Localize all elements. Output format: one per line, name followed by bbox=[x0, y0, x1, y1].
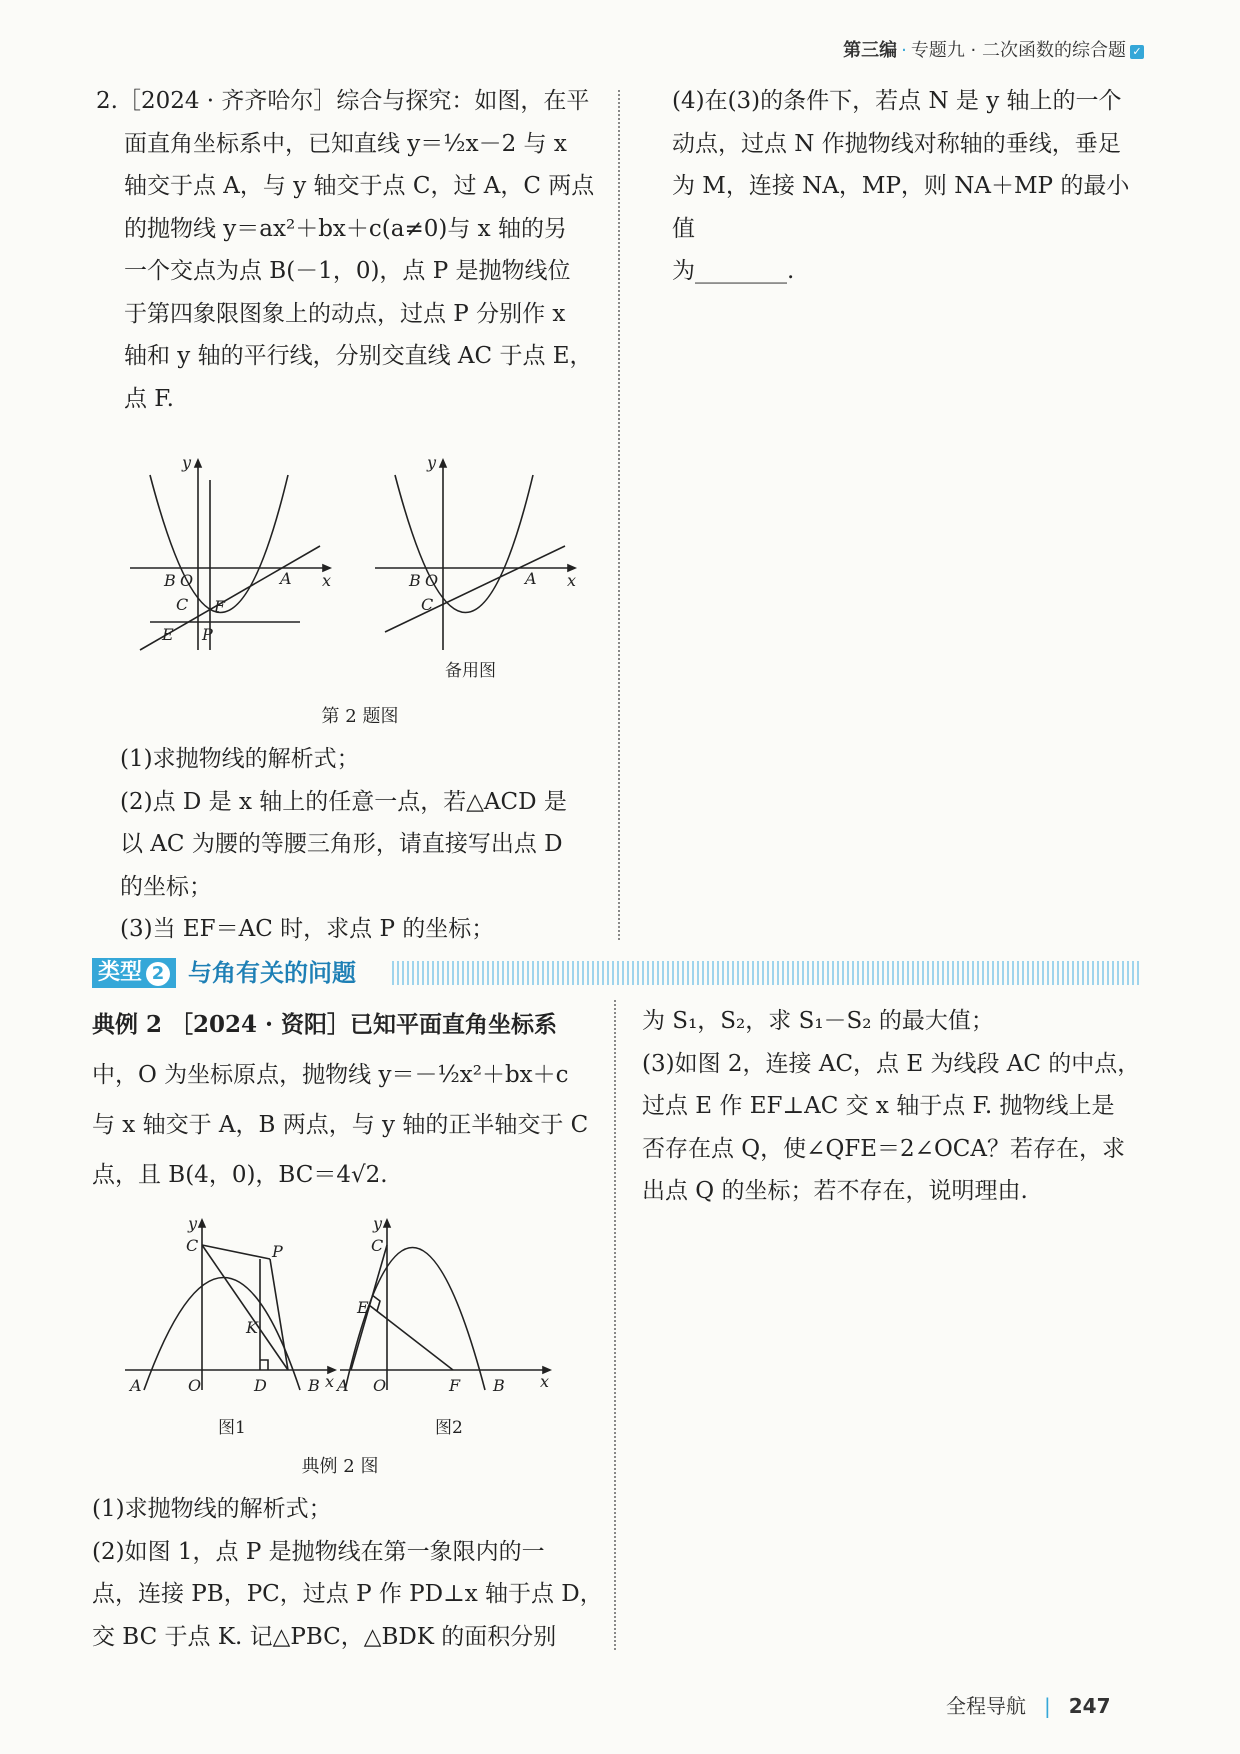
problem-2-right bbox=[672, 80, 1152, 293]
problem-2-line: 点 F. bbox=[124, 385, 174, 412]
example-2-figure-1 bbox=[125, 1220, 335, 1390]
section-number: 2 bbox=[146, 962, 170, 986]
question-line: (2)如图 1，点 P 是抛物线在第一象限内的一 bbox=[92, 1538, 545, 1565]
example-2-line: 中，O 为坐标原点，抛物线 y＝－½x²＋bx＋c bbox=[92, 1062, 569, 1088]
label-a: A bbox=[525, 569, 537, 588]
question-line: 为 M，连接 NA，MP，则 NA＋MP 的最小值 bbox=[672, 173, 1130, 242]
question-line: (2)点 D 是 x 轴上的任意一点，若△ACD 是 bbox=[120, 788, 567, 815]
label-b: B bbox=[409, 571, 421, 590]
question-line: 否存在点 Q，使∠QFE＝2∠OCA？若存在，求 bbox=[642, 1135, 1126, 1162]
section-tag-label: 类型 bbox=[98, 960, 143, 985]
label-o: O bbox=[425, 571, 439, 590]
example-2-left bbox=[92, 1000, 612, 1200]
label-y: y bbox=[182, 453, 192, 472]
label-k: K bbox=[246, 1318, 258, 1337]
line-cp bbox=[202, 1245, 270, 1259]
problem-2-figure bbox=[120, 450, 600, 700]
question-line: 为 S₁，S₂，求 S₁－S₂ 的最大值； bbox=[642, 1008, 994, 1034]
label-b: B bbox=[493, 1376, 505, 1395]
example-2-line: 典例 2 ［2024 · 资阳］已知平面直角坐标系 bbox=[92, 1011, 558, 1038]
problem-2-questions bbox=[120, 738, 600, 951]
label-x: x bbox=[322, 571, 332, 590]
question-line: (3)当 EF＝AC 时，求点 P 的坐标； bbox=[120, 916, 495, 942]
question-line: 的坐标； bbox=[120, 873, 212, 900]
question-line: 以 AC 为腰的等腰三角形，请直接写出点 D bbox=[120, 831, 563, 857]
label-b: B bbox=[164, 571, 176, 590]
problem-2-line: 2.［2024 · 齐齐哈尔］综合与探究：如图，在平 bbox=[96, 88, 590, 114]
backup-figure-caption: 备用图 bbox=[445, 661, 496, 681]
example-2-figure-caption: 典例 2 图 bbox=[301, 1456, 379, 1477]
label-x: x bbox=[325, 1372, 335, 1391]
example-2-figure bbox=[120, 1215, 560, 1445]
label-f: F bbox=[214, 597, 226, 616]
example-2-line: 点，且 B(4，0)，BC＝4√2. bbox=[92, 1162, 388, 1188]
label-e: E bbox=[357, 1298, 369, 1317]
header-topic: 专题九 · 二次函数的综合题 bbox=[910, 40, 1126, 61]
label-c: C bbox=[186, 1236, 199, 1255]
label-a: A bbox=[337, 1376, 349, 1395]
question-line: (4)在(3)的条件下，若点 N 是 y 轴上的一个 bbox=[672, 88, 1122, 114]
section-tag bbox=[92, 958, 176, 988]
problem-2-figure-caption: 第 2 题图 bbox=[321, 706, 399, 727]
label-d: D bbox=[254, 1376, 267, 1395]
header-edition: 第三编 bbox=[843, 40, 898, 61]
y-arrow-icon bbox=[440, 460, 446, 467]
problem-2-line: 轴和 y 轴的平行线，分别交直线 AC 于点 E， bbox=[124, 343, 593, 369]
column-divider-bottom bbox=[614, 1000, 616, 1650]
label-c: C bbox=[421, 595, 434, 614]
label-c: C bbox=[176, 595, 189, 614]
problem-2-line: 面直角坐标系中，已知直线 y＝½x－2 与 x bbox=[124, 130, 567, 157]
question-line: 为________. bbox=[672, 258, 795, 284]
problem-2-line: 一个交点为点 B(－1，0)，点 P 是抛物线位 bbox=[124, 258, 571, 284]
problem-2-main-graph bbox=[130, 460, 330, 650]
footer-label: 全程导航 bbox=[946, 1694, 1026, 1718]
question-line: 交 BC 于点 K. 记△PBC，△BDK 的面积分别 bbox=[92, 1623, 557, 1650]
label-a: A bbox=[130, 1376, 142, 1395]
example-2-questions bbox=[92, 1488, 612, 1658]
label-o: O bbox=[180, 571, 194, 590]
label-x: x bbox=[567, 571, 577, 590]
label-c: C bbox=[371, 1236, 384, 1255]
parabola bbox=[144, 1278, 300, 1391]
figure-1-caption: 图1 bbox=[218, 1418, 246, 1438]
label-x: x bbox=[540, 1372, 550, 1391]
question-line: 出点 Q 的坐标；若不存在，说明理由. bbox=[642, 1178, 1028, 1204]
question-line: 动点，过点 N 作抛物线对称轴的垂线，垂足 bbox=[672, 130, 1121, 157]
problem-2-left bbox=[96, 80, 616, 420]
check-icon: ✓ bbox=[1130, 45, 1144, 59]
problem-2-backup-graph bbox=[375, 460, 575, 650]
label-y: y bbox=[373, 1215, 383, 1233]
problem-2-line: 轴交于点 A，与 y 轴交于点 C，过 A，C 两点 bbox=[124, 173, 595, 199]
line-pb bbox=[270, 1259, 288, 1370]
question-line: 过点 E 作 EF⊥AC 交 x 轴于点 F. 抛物线上是 bbox=[642, 1093, 1115, 1119]
footer-separator: | bbox=[1044, 1694, 1051, 1718]
y-arrow-icon bbox=[199, 1220, 205, 1227]
line-ef bbox=[369, 1305, 453, 1370]
page-header bbox=[843, 36, 1144, 62]
label-e: E bbox=[162, 625, 174, 644]
label-p: P bbox=[272, 1242, 283, 1261]
figure-2-caption: 图2 bbox=[435, 1418, 463, 1438]
problem-2-line: 于第四象限图象上的动点，过点 P 分别作 x bbox=[124, 300, 566, 327]
question-line: (1)求抛物线的解析式； bbox=[92, 1496, 332, 1522]
label-o: O bbox=[373, 1376, 387, 1395]
parabola bbox=[150, 475, 288, 613]
question-line: (3)如图 2，连接 AC，点 E 为线段 AC 的中点， bbox=[642, 1050, 1141, 1077]
example-2-right bbox=[642, 1000, 1142, 1213]
dot-separator: · bbox=[901, 40, 907, 61]
label-a: A bbox=[280, 569, 292, 588]
example-2-line: 与 x 轴交于 A，B 两点，与 y 轴的正半轴交于 C bbox=[92, 1112, 589, 1138]
parabola bbox=[395, 475, 533, 613]
label-y: y bbox=[427, 453, 437, 472]
question-line: 点，连接 PB，PC，过点 P 作 PD⊥x 轴于点 D， bbox=[92, 1581, 603, 1607]
problem-2-line: 的抛物线 y＝ax²＋bx＋c(a≠0)与 x 轴的另 bbox=[124, 215, 567, 242]
page-footer bbox=[946, 1690, 1111, 1719]
label-o: O bbox=[188, 1376, 202, 1395]
label-b: B bbox=[308, 1376, 320, 1395]
y-arrow-icon bbox=[195, 460, 201, 467]
label-p: P bbox=[202, 625, 213, 644]
y-arrow-icon bbox=[384, 1220, 390, 1227]
page-number: 247 bbox=[1068, 1694, 1111, 1718]
column-divider-top bbox=[618, 90, 620, 940]
section-decoration-bar bbox=[392, 961, 1139, 985]
section-header bbox=[92, 958, 1139, 988]
label-f: F bbox=[449, 1376, 461, 1395]
right-angle-mark bbox=[260, 1360, 268, 1370]
label-y: y bbox=[188, 1215, 198, 1233]
question-line: (1)求抛物线的解析式； bbox=[120, 746, 360, 772]
line-cb bbox=[202, 1245, 288, 1370]
section-title: 与角有关的问题 bbox=[188, 959, 356, 987]
